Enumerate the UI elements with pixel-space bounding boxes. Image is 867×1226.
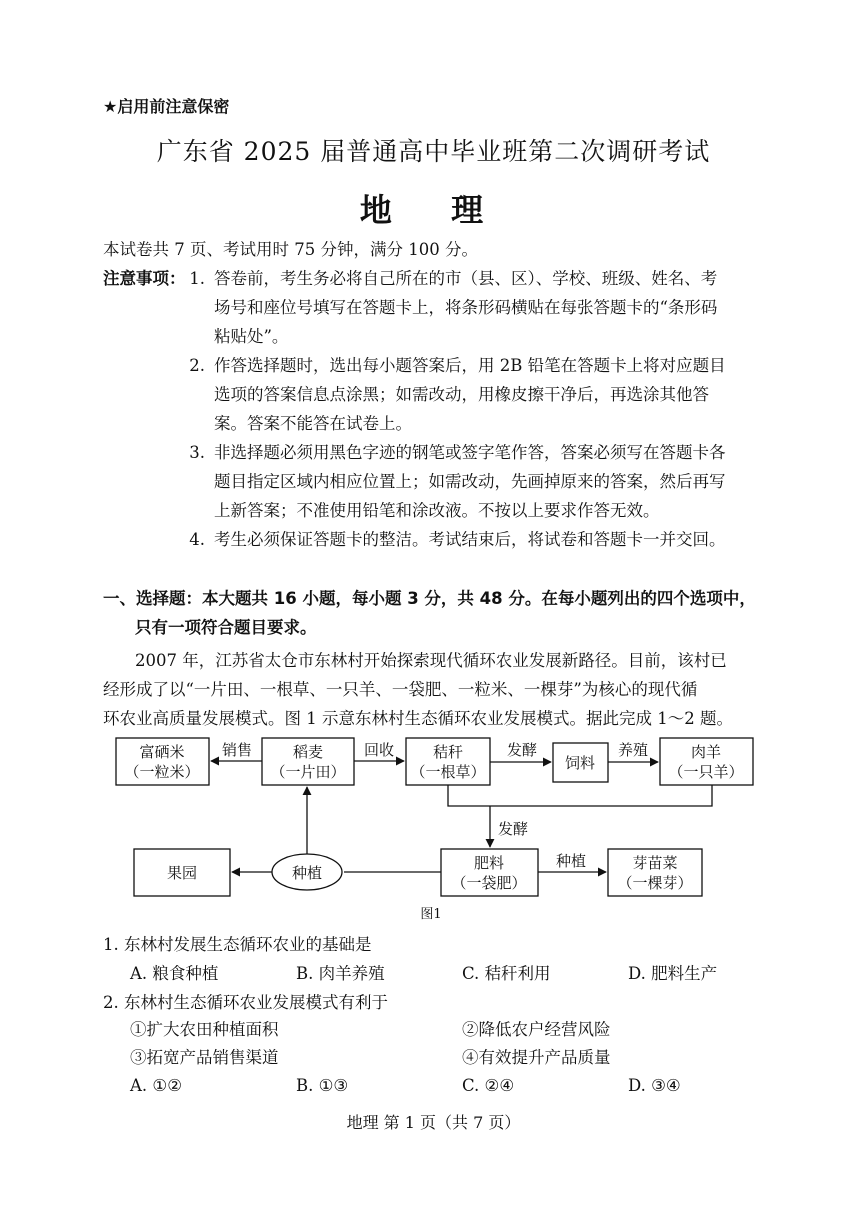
- note-2-number: 2.: [189, 356, 205, 375]
- edge-label-breed: 养殖: [617, 741, 649, 759]
- exam-title: 广东省 2025 届普通高中毕业班第二次调研考试: [156, 137, 711, 166]
- question-2-statement: ②降低农户经营风险: [462, 1020, 611, 1039]
- edge-label-sell: 销售: [221, 741, 253, 759]
- note-1-line: 答卷前，考生务必将自己所在的市（县、区）、学校、班级、姓名、考: [214, 269, 718, 288]
- edge-label-ferment: 发酵: [506, 741, 538, 759]
- node-sprout-sub: （一棵芽）: [617, 874, 693, 892]
- edge-label-recycle: 回收: [363, 741, 395, 759]
- node-straw-sub: （一根草）: [410, 763, 486, 781]
- note-4-number: 4.: [189, 530, 205, 549]
- node-plant-name: 种植: [291, 864, 323, 882]
- question-1-option-b: B. 肉羊养殖: [296, 964, 385, 983]
- note-3-line: 上新答案；不准使用铅笔和涂改液。不按以上要求作答无效。: [214, 501, 660, 520]
- note-2-line: 选项的答案信息点涂黑；如需改动，用橡皮擦干净后，再选涂其他答: [214, 385, 709, 404]
- question-2-statement: ④有效提升产品质量: [462, 1048, 611, 1067]
- question-2-option-a: A. ①②: [130, 1076, 182, 1095]
- note-1-line: 粘贴处”。: [214, 327, 289, 346]
- page-footer: 地理 第 1 页（共 7 页）: [346, 1113, 521, 1132]
- question-1-option-d: D. 肥料生产: [628, 964, 718, 983]
- node-fert-name: 肥料: [473, 854, 505, 872]
- note-2-line: 案。答案不能答在试卷上。: [214, 414, 412, 433]
- node-feed-name: 饲料: [564, 754, 596, 772]
- note-1-line: 场号和座位号填写在答题卡上，将条形码横贴在每张答题卡的“条形码: [214, 298, 718, 317]
- question-1-stem: 1. 东林村发展生态循环农业的基础是: [103, 935, 372, 954]
- intro-text: 本试卷共 7 页、考试用时 75 分钟，满分 100 分。: [103, 240, 478, 259]
- subject-title: 地 理: [359, 191, 508, 229]
- node-sheep-sub: （一只羊）: [668, 763, 744, 781]
- connector-bracket: [448, 785, 712, 806]
- question-1-option-c: C. 秸秆利用: [462, 964, 551, 983]
- node-fert-sub: （一袋肥）: [451, 874, 527, 892]
- node-orchard-name: 果园: [166, 864, 198, 882]
- note-3-line: 非选择题必须用黑色字迹的钢笔或签字笔作答，答案必须写在答题卡各: [214, 443, 726, 462]
- question-2-stem: 2. 东林村生态循环农业发展模式有利于: [103, 993, 388, 1012]
- question-2-option-d: D. ③④: [628, 1076, 681, 1095]
- passage-line: 2007 年，江苏省太仓市东林村开始探索现代循环农业发展新路径。目前，该村已: [135, 651, 727, 670]
- passage-line: 经形成了以“一片田、一根草、一只羊、一袋肥、一粒米、一棵芽”为核心的现代循: [103, 680, 698, 699]
- edge-label-plant: 种植: [555, 852, 587, 870]
- node-wheat-sub: （一片田）: [270, 763, 346, 781]
- notes-label: 注意事项：: [103, 269, 186, 288]
- question-2-statement: ③拓宽产品销售渠道: [130, 1048, 279, 1067]
- section-heading: 一、选择题：本大题共 16 小题，每小题 3 分，共 48 分。在每小题列出的四个选项中，: [103, 589, 756, 608]
- node-rice-sub: （一粒米）: [124, 763, 200, 781]
- question-2-option-b: B. ①③: [296, 1076, 349, 1095]
- note-3-line: 题目指定区域内相应位置上；如需改动，先画掉原来的答案，然后再写: [214, 472, 726, 491]
- node-rice-name: 富硒米: [139, 743, 185, 761]
- note-4-line: 考生必须保证答题卡的整洁。考试结束后，将试卷和答题卡一并交回。: [214, 530, 726, 549]
- confidential-mark: ★启用前注意保密: [103, 97, 230, 116]
- question-2-option-c: C. ②④: [462, 1076, 515, 1095]
- node-straw-name: 秸秆: [432, 743, 464, 761]
- question-1-option-a: A. 粮食种植: [130, 964, 219, 983]
- note-1-number: 1.: [189, 269, 205, 288]
- figure-caption: 图1: [420, 907, 442, 922]
- note-2-line: 作答选择题时，选出每小题答案后，用 2B 铅笔在答题卡上将对应题目: [214, 356, 726, 375]
- section-heading: 只有一项符合题目要求。: [135, 618, 317, 637]
- node-sheep-name: 肉羊: [690, 743, 722, 761]
- question-2-statement: ①扩大农田种植面积: [130, 1020, 279, 1039]
- edge-label-ferment-down: 发酵: [497, 820, 529, 838]
- node-sprout-name: 芽苗菜: [632, 854, 678, 872]
- node-wheat-name: 稻麦: [292, 743, 324, 761]
- passage-line: 环农业高质量发展模式。图 1 示意东林村生态循环农业发展模式。据此完成 1～2 题。: [103, 709, 733, 728]
- note-3-number: 3.: [189, 443, 205, 462]
